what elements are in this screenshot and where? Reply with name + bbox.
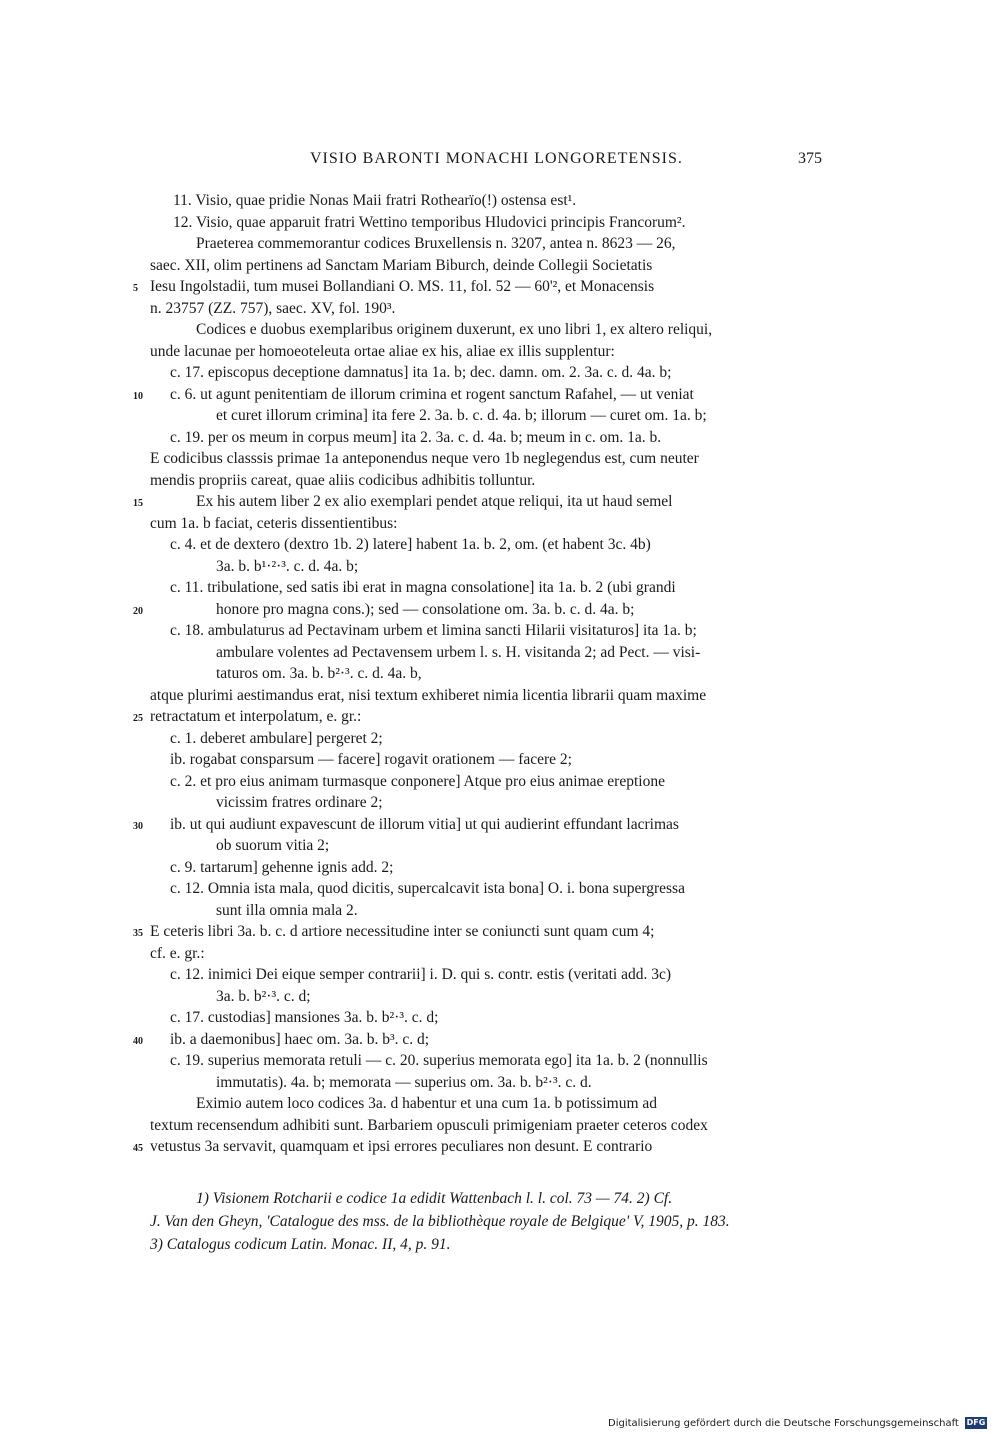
line-text: c. 1. deberet ambulare] pergeret 2; bbox=[170, 729, 383, 747]
line-text: c. 19. per os meum in corpus meum] ita 2. 3a. c. d. 4a. b; meum in c. om. 1a. b. bbox=[170, 428, 662, 446]
line-text: E ceteris libri 3a. b. c. d artiore necessitudine inter se coniuncti sunt quam cum 4; bbox=[150, 923, 655, 940]
footnote-line bbox=[0, 1234, 1000, 1256]
line-text: ib. ut qui audiunt expavescunt de illorum vitia] ut qui audierint effundant lacrimas bbox=[170, 815, 679, 833]
text-line bbox=[0, 1050, 1000, 1072]
text-line bbox=[0, 771, 1000, 793]
text-line bbox=[0, 556, 1000, 578]
line-number: 40 bbox=[133, 1035, 143, 1047]
line-text: c. 2. et pro eius animam turmasque conponere] Atque pro eius animae ereptione bbox=[170, 772, 665, 790]
line-text: E codicibus classsis primae 1a anteponendus neque vero 1b neglegendus est, cum neuter bbox=[150, 450, 699, 467]
text-line bbox=[0, 513, 1000, 535]
line-text: saec. XII, olim pertinens ad Sanctam Mariam Biburch, deinde Collegii Societatis bbox=[150, 256, 653, 274]
line-text: ib. a daemonibus] haec om. 3a. b. b³. c. d; bbox=[170, 1030, 430, 1048]
line-number: 45 bbox=[133, 1143, 143, 1154]
text-line bbox=[0, 255, 1000, 277]
line-number: 5 bbox=[133, 283, 138, 294]
line-number: 20 bbox=[133, 605, 143, 617]
line-text: c. 18. ambulaturus ad Pectavinam urbem et limina sancti Hilarii visitaturos] ita 1a. b; bbox=[170, 622, 697, 639]
line-text: Codices e duobus exemplaribus originem duxerunt, ex uno libri 1, ex altero reliqui, bbox=[196, 321, 713, 338]
text-line bbox=[0, 276, 1000, 298]
text-line bbox=[0, 1115, 1000, 1137]
line-text: sunt illa omnia mala 2. bbox=[216, 901, 358, 919]
line-text: Iesu Ingolstadii, tum musei Bollandiani O. MS. 11, fol. 52 — 60'², et Monacensis bbox=[150, 278, 655, 295]
text-line bbox=[0, 921, 1000, 943]
line-text: immutatis). 4a. b; memorata — superius om. 3a. b. b²·³. c. d. bbox=[216, 1073, 592, 1091]
text-line bbox=[0, 642, 1000, 664]
line-text: cum 1a. b faciat, ceteris dissentientibus: bbox=[150, 514, 398, 532]
line-number: 10 bbox=[133, 390, 143, 402]
text-line bbox=[0, 1007, 1000, 1029]
line-text: ob suorum vitia 2; bbox=[216, 837, 330, 854]
line-text: c. 17. episcopus deceptione damnatus] ita 1a. b; dec. damn. om. 2. 3a. c. d. 4a. b; bbox=[170, 364, 672, 381]
line-text: c. 9. tartarum] gehenne ignis add. 2; bbox=[170, 858, 394, 876]
text-line bbox=[0, 1093, 1000, 1115]
line-text: c. 17. custodias] mansiones 3a. b. b²·³. c. d; bbox=[170, 1009, 439, 1026]
text-line bbox=[0, 964, 1000, 986]
text-line bbox=[0, 728, 1000, 750]
page-header bbox=[150, 150, 822, 174]
text-line bbox=[0, 233, 1000, 255]
line-text: retractatum et interpolatum, e. gr.: bbox=[150, 708, 362, 725]
text-line bbox=[0, 878, 1000, 900]
line-text: n. 23757 (ZZ. 757), saec. XV, fol. 190³. bbox=[150, 299, 396, 317]
text-line bbox=[0, 427, 1000, 449]
text-line bbox=[0, 986, 1000, 1008]
page-number: 375 bbox=[798, 150, 822, 167]
line-text: c. 12. Omnia ista mala, quod dicitis, supercalcavit ista bona] O. i. bona supergressa bbox=[170, 880, 685, 897]
line-text: c. 6. ut agunt penitentiam de illorum crimina et rogent sanctum Rafahel, — ut veniat bbox=[170, 385, 694, 403]
line-text: vicissim fratres ordinare 2; bbox=[216, 794, 383, 811]
line-text: 3a. b. b¹·²·³. c. d. 4a. b; bbox=[216, 557, 359, 575]
text-line bbox=[0, 341, 1000, 363]
line-text: 11. Visio, quae pridie Nonas Maii fratri Rothearïo(!) ostensa est¹. bbox=[173, 192, 577, 209]
line-text: honore pro magna cons.); sed — consolatione om. 3a. b. c. d. 4a. b; bbox=[216, 600, 635, 618]
line-text: c. 4. et de dextero (dextro 1b. 2) latere] habent 1a. b. 2, om. (et habent 3c. 4b) bbox=[170, 536, 651, 553]
line-text: vetustus 3a servavit, quamquam et ipsi errores peculiares non desunt. E contrario bbox=[150, 1138, 653, 1155]
line-text: c. 12. inimici Dei eique semper contrarii] i. D. qui s. contr. estis (veritati add. 3c) bbox=[170, 966, 672, 983]
text-line bbox=[0, 814, 1000, 836]
text-line bbox=[0, 470, 1000, 492]
line-text: et curet illorum crimina] ita fere 2. 3a. b. c. d. 4a. b; illorum — curet om. 1a. b; bbox=[216, 407, 707, 424]
text-line bbox=[0, 534, 1000, 556]
text-line bbox=[0, 384, 1000, 406]
line-text: 12. Visio, quae apparuit fratri Wettino temporibus Hludovici principis Francorum². bbox=[173, 213, 686, 231]
text-line bbox=[0, 685, 1000, 707]
text-line bbox=[0, 620, 1000, 642]
text-line bbox=[0, 792, 1000, 814]
line-text: taturos om. 3a. b. b²·³. c. d. 4a. b, bbox=[216, 665, 422, 682]
line-number: 15 bbox=[133, 498, 143, 509]
text-line bbox=[0, 190, 1000, 212]
footnote-text: 1) Visionem Rotcharii e codice 1a edidit Wattenbach l. l. col. 73 — 74. 2) Cf. bbox=[196, 1190, 673, 1207]
text-line bbox=[0, 599, 1000, 621]
text-line bbox=[0, 491, 1000, 513]
text-line bbox=[0, 212, 1000, 234]
text-line bbox=[0, 943, 1000, 965]
text-line bbox=[0, 448, 1000, 470]
line-text: mendis propriis careat, quae aliis codicibus adhibitis tolluntur. bbox=[150, 471, 536, 489]
line-text: c. 11. tribulatione, sed satis ibi erat in magna consolatione] ita 1a. b. 2 (ubi grandi bbox=[170, 579, 676, 596]
text-line bbox=[0, 900, 1000, 922]
text-line bbox=[0, 1072, 1000, 1094]
digitization-credit: Digitalisierung gefördert durch die Deutsche Forschungsgemeinschaft bbox=[608, 1418, 959, 1429]
line-text: Praeterea commemorantur codices Bruxellensis n. 3207, antea n. 8623 — 26, bbox=[196, 235, 676, 252]
line-text: textum recensendum adhibiti sunt. Barbariem opusculi primigeniam praeter ceteros codex bbox=[150, 1116, 708, 1134]
line-text: unde lacunae per homoeoteleuta ortae aliae ex his, aliae ex illis supplentur: bbox=[150, 342, 615, 360]
text-line bbox=[0, 405, 1000, 427]
dfg-logo: DFG bbox=[966, 1418, 986, 1427]
line-text: ib. rogabat consparsum — facere] rogavit orationem — facere 2; bbox=[170, 751, 572, 768]
line-text: 3a. b. b²·³. c. d; bbox=[216, 987, 311, 1005]
text-line bbox=[0, 857, 1000, 879]
line-text: c. 19. superius memorata retuli — c. 20. superius memorata ego] ita 1a. b. 2 (nonnullis bbox=[170, 1052, 708, 1069]
footnote-line bbox=[0, 1188, 1000, 1210]
text-line bbox=[0, 663, 1000, 685]
running-title: VISIO BARONTI MONACHI LONGORETENSIS. bbox=[310, 150, 683, 167]
footnote-text: J. Van den Gheyn, 'Catalogue des mss. de la bibliothèque royale de Belgique' V, 1905, p. 183. bbox=[150, 1213, 730, 1230]
text-line bbox=[0, 749, 1000, 771]
line-text: atque plurimi aestimandus erat, nisi textum exhiberet nimia licentia librarii quam maxime bbox=[150, 686, 707, 704]
line-text: Eximio autem loco codices 3a. d habentur et una cum 1a. b potissimum ad bbox=[196, 1095, 658, 1112]
text-line bbox=[0, 319, 1000, 341]
text-line bbox=[0, 298, 1000, 320]
line-number: 25 bbox=[133, 713, 143, 724]
footnote-line bbox=[0, 1211, 1000, 1233]
text-line bbox=[0, 1136, 1000, 1158]
text-line bbox=[0, 835, 1000, 857]
text-line bbox=[0, 1029, 1000, 1051]
line-number: 35 bbox=[133, 928, 143, 939]
line-text: Ex his autem liber 2 ex alio exemplari pendet atque reliqui, ita ut haud semel bbox=[196, 493, 673, 510]
text-line bbox=[0, 362, 1000, 384]
line-text: ambulare volentes ad Pectavensem urbem l. s. H. visitanda 2; ad Pect. — visi- bbox=[216, 643, 701, 661]
text-line bbox=[0, 706, 1000, 728]
line-text: cf. e. gr.: bbox=[150, 944, 205, 962]
line-number: 30 bbox=[133, 820, 143, 832]
footnote-text: 3) Catalogus codicum Latin. Monac. II, 4, p. 91. bbox=[150, 1236, 451, 1253]
text-line bbox=[0, 577, 1000, 599]
